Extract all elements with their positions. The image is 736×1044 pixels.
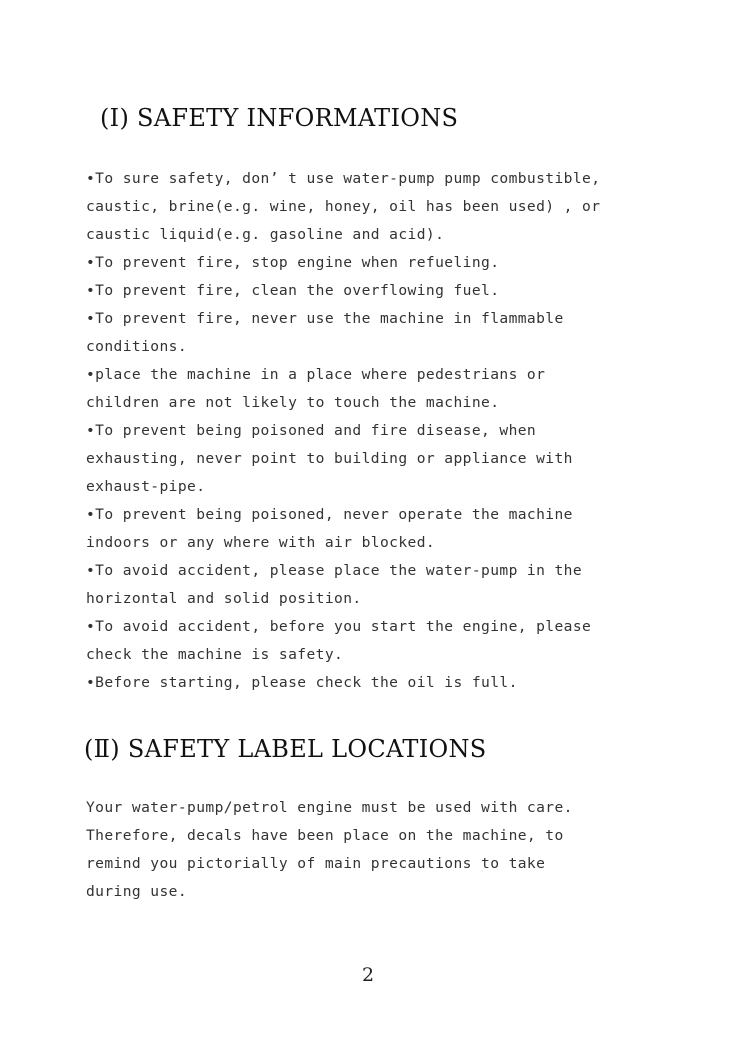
text-line: children are not likely to touch the machine.: [86, 394, 500, 411]
text-line: •To prevent being poisoned, never operate the machine: [86, 506, 573, 523]
text-line: during use.: [86, 883, 188, 900]
text-line: •To prevent fire, never use the machine in flammable: [86, 310, 564, 327]
safety-informations-heading: (Ⅰ) SAFETY INFORMATIONS: [100, 104, 459, 132]
text-line: •To prevent fire, clean the overflowing fuel.: [86, 282, 500, 299]
safety-label-locations-heading: (Ⅱ) SAFETY LABEL LOCATIONS: [84, 735, 487, 763]
text-line: •Before starting, please check the oil is full.: [86, 674, 518, 691]
safety-informations-body: [86, 165, 666, 697]
text-line: •To prevent fire, stop engine when refueling.: [86, 254, 500, 271]
text-line: •To avoid accident, please place the water-pump in the: [86, 562, 583, 579]
text-line: •To prevent being poisoned and fire disease, when: [86, 422, 537, 439]
text-line: Therefore, decals have been place on the machine, to: [86, 827, 564, 844]
text-line: caustic, brine(e.g. wine, honey, oil has been used) , or: [86, 198, 601, 215]
text-line: check the machine is safety.: [86, 646, 344, 663]
text-line: caustic liquid(e.g. gasoline and acid).: [86, 226, 445, 243]
text-line: •place the machine in a place where pedestrians or: [86, 366, 546, 383]
safety-label-locations-body: [86, 794, 666, 906]
text-line: Your water-pump/petrol engine must be used with care.: [86, 799, 573, 816]
text-line: conditions.: [86, 338, 188, 355]
text-line: exhausting, never point to building or appliance with: [86, 450, 573, 467]
page-number: 2: [361, 964, 375, 986]
text-line: remind you pictorially of main precautions to take: [86, 855, 546, 872]
text-line: indoors or any where with air blocked.: [86, 534, 436, 551]
text-line: •To avoid accident, before you start the engine, please: [86, 618, 592, 635]
text-line: exhaust-pipe.: [86, 478, 206, 495]
text-line: horizontal and solid position.: [86, 590, 362, 607]
text-line: •To sure safety, don’ t use water-pump pump combustible,: [86, 170, 601, 187]
